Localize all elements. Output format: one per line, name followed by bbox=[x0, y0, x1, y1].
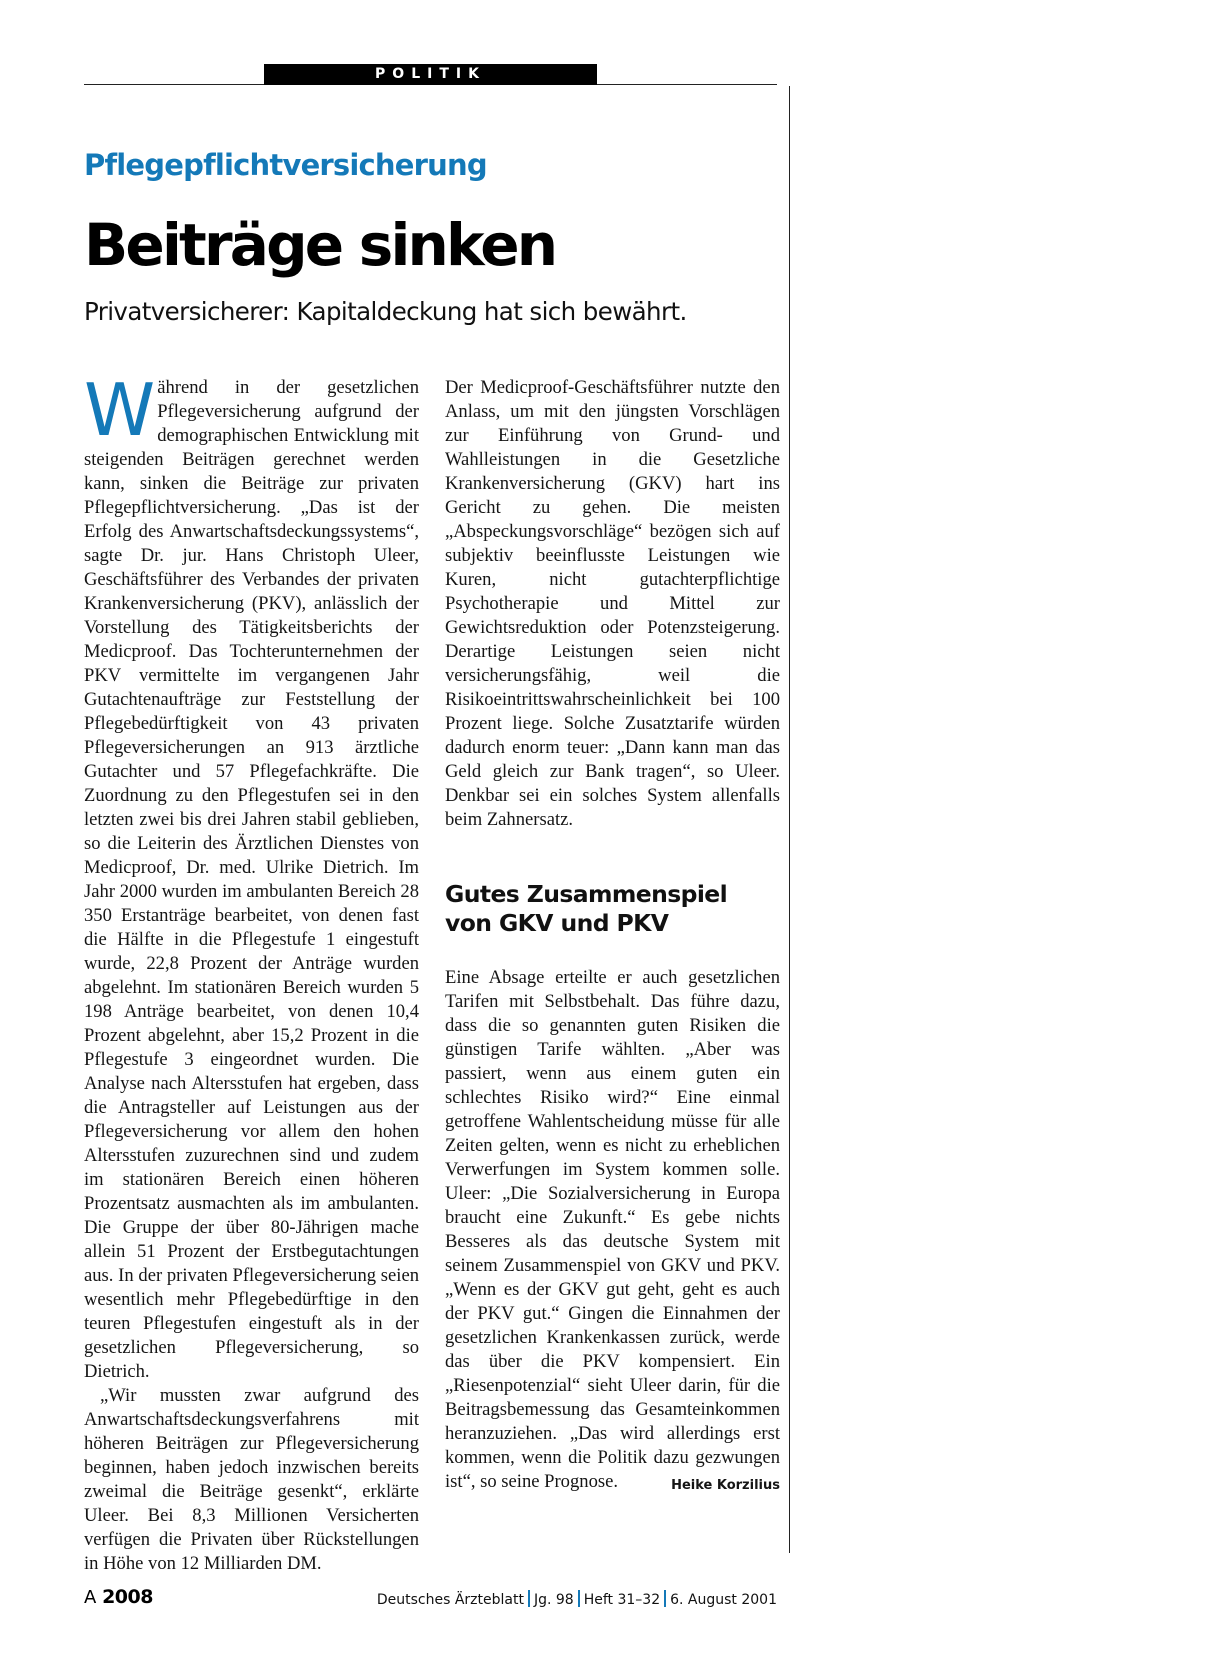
paragraph-4-text: Eine Absage erteilte er auch gesetzlichen Tarifen mit Selbstbehalt. Das führe dazu, dass die so genannten guten Risiken die günstigen Tarife wählten. „Aber was passiert, wenn aus einem guten ein schlechtes Risiko wird?“ Eine einmal getroffene Wahlentscheidung müsse für alle Zeiten gelten, wenn es nicht zu erheblichen Verwerfungen im System kommen solle. Uleer: „Die Sozialversicherung in Europa braucht eine Zukunft.“ Es gebe nichts Besseres als das deutsche System mit seinem Zusammenspiel von GKV und PKV. „Wenn es der GKV gut geht, geht es auch der PKV gut.“ Gingen die Einnahmen der gesetzlichen Krankenkassen zurück, werde das über die PKV kompensiert. Ein „Riesenpotenzial“ sieht Uleer darin, für die Beitragsbemessung das Gesamteinkommen heranzuziehen. „Das wird allerdings erst kommen, wenn die Politik dazu gezwungen ist“, so seine Prognose. bbox=[445, 967, 780, 1492]
text-column-right bbox=[445, 376, 780, 1498]
column-divider bbox=[789, 86, 790, 1553]
article-kicker: Pflegepflichtversicherung bbox=[84, 148, 487, 182]
publication-issue: Heft 31–32 bbox=[583, 1592, 661, 1608]
section-label: POLITIK bbox=[375, 66, 486, 82]
page-prefix: A bbox=[84, 1587, 97, 1608]
article-subtitle: Privatversicherer: Kapitaldeckung hat sich bewährt. bbox=[84, 297, 687, 326]
section-subhead: Gutes Zusammenspiel von GKV und PKV bbox=[445, 880, 728, 937]
publication-volume: Jg. 98 bbox=[533, 1592, 574, 1608]
drop-cap: W bbox=[84, 368, 154, 452]
paragraph-3: Der Medicproof-Geschäftsführer nutzte den Anlass, um mit den jüngsten Vorschlägen zur Einführung von Grund- und Wahlleistungen in die Gesetzliche Krankenversicherung (GKV) hart ins Gericht zu gehen. Die meisten „Abspeckungsvorschläge“ bezögen sich auf subjektiv beeinflusste Leistungen wie Kuren, nicht gutachterpflichtige Psychotherapie und Mittel zur Gewichtsreduktion oder Potenzsteigerung. Derartige Leistungen seien nicht versicherungsfähig, weil die Risikoeintrittswahrscheinlichkeit bei 100 Prozent liege. Solche Zusatztarife würden dadurch enorm teuer: „Dann kann man das Geld gleich zur Bank tragen“, so Uleer. Denkbar sei ein solches System allenfalls beim Zahnersatz. bbox=[445, 377, 780, 830]
author-byline: Heike Korzilius bbox=[671, 1478, 780, 1493]
publication-info bbox=[377, 1590, 777, 1608]
page-number-value: 2008 bbox=[102, 1586, 153, 1608]
separator-bar bbox=[528, 1590, 530, 1607]
page-number bbox=[84, 1586, 153, 1608]
separator-bar bbox=[664, 1590, 666, 1607]
paragraph-2: „Wir mussten zwar aufgrund des Anwartschaftsdeckungsverfahrens mit höheren Beiträgen zur Pflegeversicherung beginnen, haben jedoch inzwischen bereits zweimal die Beiträge gesenkt“, erklärte Uleer. Bei 8,3 Millionen Versicherten verfügen die Privaten über Rückstellungen in Höhe von 12 Milliarden DM. bbox=[84, 1385, 419, 1574]
text-column-left bbox=[84, 368, 419, 1576]
publication-name: Deutsches Ärzteblatt bbox=[376, 1592, 524, 1608]
publication-date: 6. August 2001 bbox=[670, 1592, 777, 1608]
separator-bar bbox=[578, 1590, 580, 1607]
paragraph-1: ährend in der gesetzlichen Pflegeversicherung aufgrund der demographischen Entwicklung mit steigenden Beiträgen gerechnet werden kann, sinken die Beiträge zur privaten Pflegepflichtversicherung. „Das ist der Erfolg des Anwartschaftsdeckungssystems“, sagte Dr. jur. Hans Christoph Uleer, Geschäftsführer des Verbandes der privaten Krankenversicherung (PKV), anlässlich der Vorstellung des Tätigkeitsberichts der Medicproof. Das Tochterunternehmen der PKV vermittelte im vergangenen Jahr Gutachtenaufträge zur Feststellung der Pflegebedürftigkeit von 43 privaten Pflegeversicherungen an 913 ärztliche Gutachter und 57 Pflegefachkräfte. Die Zuordnung zu den Pflegestufen sei in den letzten zwei bis drei Jahren stabil geblieben, so die Leiterin des Ärztlichen Dienstes von Medicproof, Dr. med. Ulrike Dietrich. Im Jahr 2000 wurden im ambulanten Bereich 28 350 Erstanträge bearbeitet, von denen fast die Hälfte in die Pflegestufe 1 eingestuft wurde, 22,8 Prozent der Anträge wurden abgelehnt. Im stationären Bereich wurden 5 198 Anträge bearbeitet, von denen 10,4 Prozent abgelehnt, aber 15,2 Prozent in die Pflegestufe 3 eingeordnet wurden. Die Analyse nach Altersstufen hat ergeben, dass die Antragsteller auf Leistungen aus der Pflegeversicherung vor allem den hohen Altersstufen zuzurechnen sind und zudem im stationären Bereich einen höheren Prozentsatz ausmachten als im ambulanten. Die Gruppe der über 80-Jährigen mache allein 51 Prozent der Erstbegutachtungen aus. In der privaten Pflegeversicherung seien wesentlich mehr Pflegebedürftige in den teuren Pflegestufen eingestuft als in der gesetzlichen Pflegeversicherung, so Dietrich. bbox=[84, 377, 419, 1382]
paragraph-4 bbox=[445, 966, 780, 1494]
article-title: Beiträge sinken bbox=[84, 211, 556, 279]
